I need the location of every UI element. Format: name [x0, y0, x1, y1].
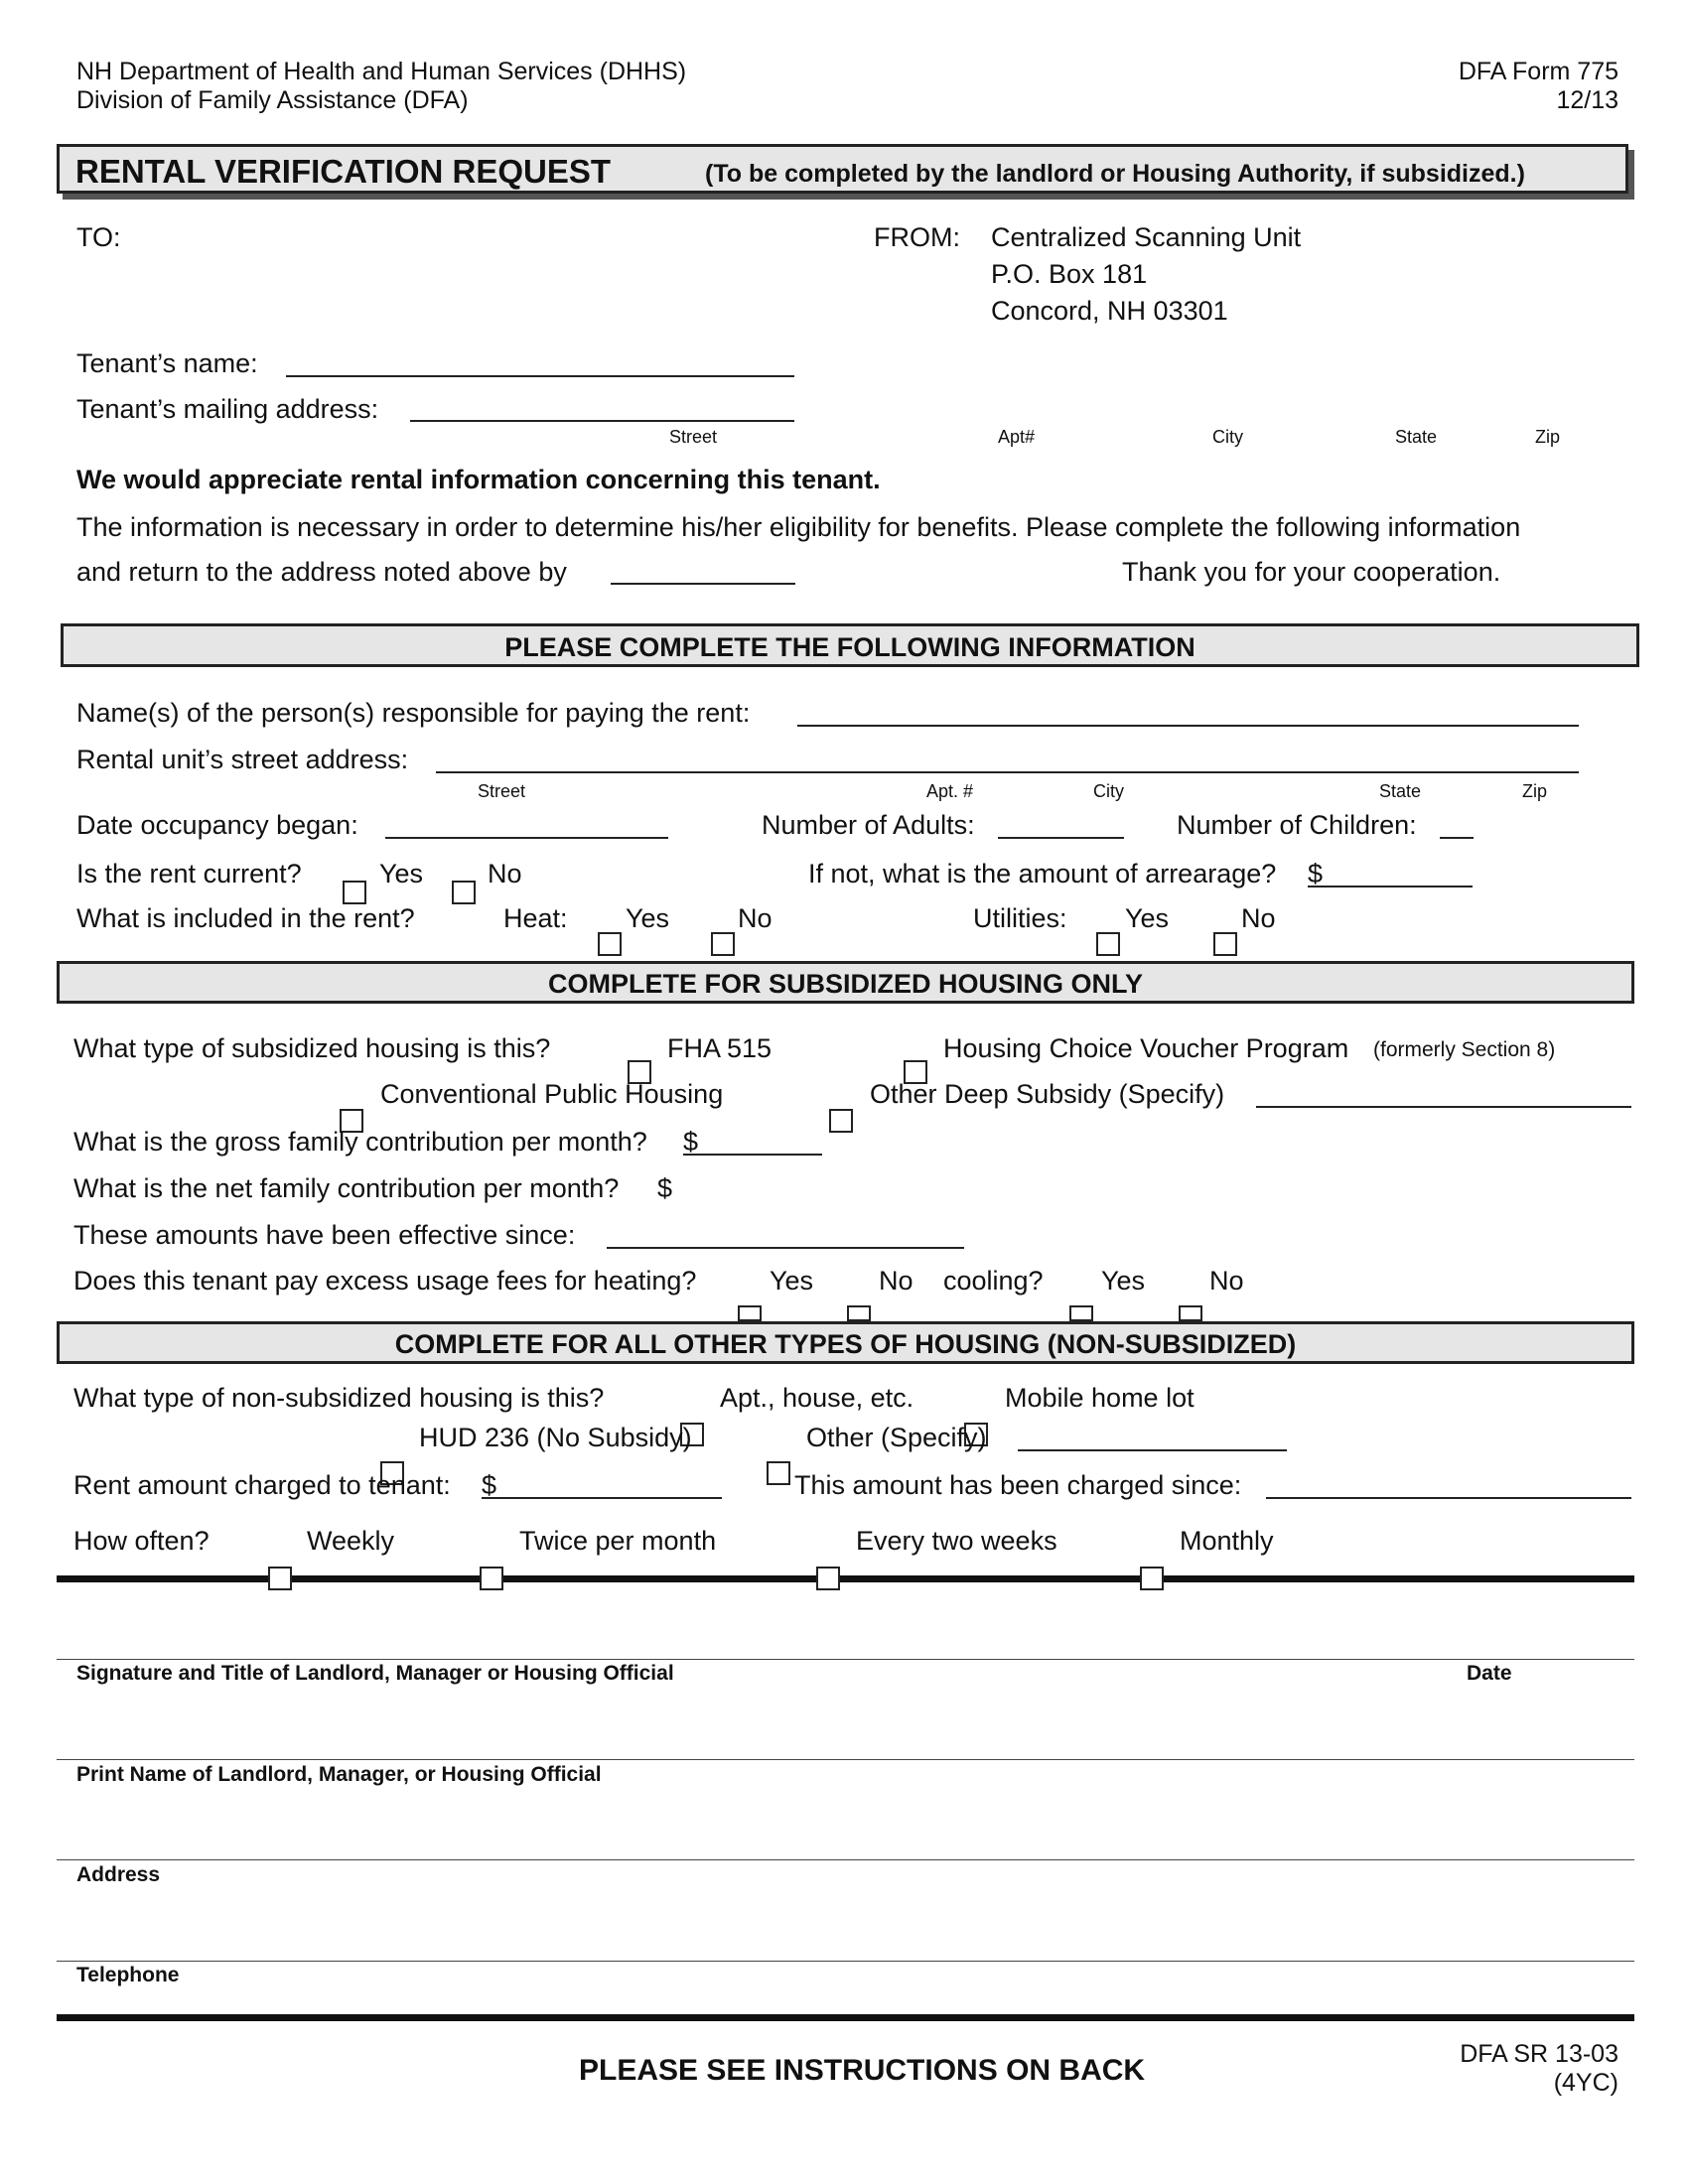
thanks-text: Thank you for your cooperation. [1122, 557, 1501, 587]
cooling-yes-label: Yes [1101, 1266, 1146, 1296]
cooling-no-label: No [1209, 1266, 1244, 1296]
children-label: Number of Children: [1177, 810, 1417, 840]
public-housing-label: Conventional Public Housing [380, 1079, 724, 1109]
gross-contribution-field[interactable] [683, 1154, 822, 1156]
rental-street-caption: Street [478, 781, 526, 801]
rental-address-field[interactable] [436, 771, 1579, 773]
twice-monthly-checkbox[interactable] [480, 1567, 503, 1590]
other-housing-checkbox[interactable] [767, 1461, 790, 1485]
print-name-line[interactable] [57, 1759, 1634, 1760]
from-line-2: P.O. Box 181 [991, 259, 1148, 289]
telephone-label: Telephone [76, 1964, 180, 1986]
rental-state-caption: State [1379, 781, 1422, 801]
title-bar [57, 144, 1628, 194]
effective-since-field[interactable] [607, 1247, 964, 1249]
tenant-name-label: Tenant’s name: [76, 348, 258, 378]
every-two-weeks-label: Every two weeks [856, 1526, 1057, 1556]
gross-contribution-label: What is the gross family contribution per month? [73, 1127, 647, 1157]
subsidized-type-label: What type of subsidized housing is this? [73, 1033, 551, 1063]
occupancy-date-label: Date occupancy began: [76, 810, 358, 840]
mailing-zip-caption: Zip [1535, 427, 1561, 447]
net-contribution-label: What is the net family contribution per month? [73, 1173, 620, 1203]
hud-236-label: HUD 236 (No Subsidy) [419, 1423, 692, 1452]
payer-field[interactable] [797, 725, 1579, 727]
address-label: Address [76, 1863, 161, 1886]
utilities-yes-label: Yes [1125, 903, 1170, 933]
other-subsidy-label: Other Deep Subsidy (Specify) [870, 1079, 1225, 1109]
section-2-heading: COMPLETE FOR SUBSIDIZED HOUSING ONLY [547, 969, 1144, 999]
included-label: What is included in the rent? [76, 903, 415, 933]
utilities-yes-checkbox[interactable] [1096, 932, 1120, 956]
rent-current-yes-label: Yes [379, 859, 424, 888]
how-often-label: How often? [73, 1526, 210, 1556]
section-3-heading: COMPLETE FOR ALL OTHER TYPES OF HOUSING (NON-SUBSIDIZED) [394, 1329, 1297, 1359]
gross-dollar: $ [683, 1127, 699, 1157]
from-line-3: Concord, NH 03301 [991, 296, 1228, 326]
title-note: (To be completed by the landlord or Housing Authority, if subsidized.) [705, 160, 1525, 188]
rent-current-no-label: No [488, 859, 522, 888]
arrearage-label: If not, what is the amount of arrearage? [808, 859, 1277, 888]
rent-current-no-checkbox[interactable] [452, 881, 476, 904]
voucher-label: Housing Choice Voucher Program [943, 1033, 1349, 1063]
heating-no-label: No [879, 1266, 914, 1296]
payer-label: Name(s) of the person(s) responsible for paying the rent: [76, 698, 751, 728]
intro-line-1: The information is necessary in order to determine his/her eligibility for benefits. Please complete the following information [76, 512, 1521, 542]
adults-field[interactable] [998, 837, 1124, 839]
from-label: FROM: [874, 222, 960, 252]
other-housing-label: Other (Specify) [806, 1423, 987, 1452]
non-subsidized-type-label: What type of non-subsidized housing is this? [73, 1383, 605, 1413]
tenant-mailing-field[interactable] [410, 420, 794, 422]
monthly-checkbox[interactable] [1140, 1567, 1164, 1590]
rental-zip-caption: Zip [1522, 781, 1548, 801]
twice-monthly-label: Twice per month [519, 1526, 717, 1556]
other-subsidy-field[interactable] [1256, 1106, 1631, 1108]
apt-house-label: Apt., house, etc. [720, 1383, 914, 1413]
signature-label: Signature and Title of Landlord, Manager or Housing Official [76, 1662, 674, 1685]
section-1-bar [61, 623, 1639, 667]
heating-yes-checkbox[interactable] [738, 1305, 762, 1321]
utilities-no-label: No [1241, 903, 1276, 933]
form-title: RENTAL VERIFICATION REQUEST [75, 153, 612, 190]
instructions-note: PLEASE SEE INSTRUCTIONS ON BACK [579, 2054, 1146, 2087]
cooling-label: cooling? [943, 1266, 1044, 1296]
other-subsidy-checkbox[interactable] [829, 1109, 853, 1133]
weekly-checkbox[interactable] [268, 1567, 292, 1590]
adults-label: Number of Adults: [762, 810, 975, 840]
section-2-bar [57, 961, 1634, 1004]
fha-515-label: FHA 515 [667, 1033, 773, 1063]
every-two-weeks-checkbox[interactable] [816, 1567, 840, 1590]
net-dollar: $ [657, 1173, 673, 1203]
weekly-label: Weekly [307, 1526, 395, 1556]
heat-no-checkbox[interactable] [711, 932, 735, 956]
mailing-state-caption: State [1395, 427, 1438, 447]
charged-since-label: This amount has been charged since: [794, 1470, 1242, 1500]
to-label: TO: [76, 222, 121, 252]
department-name: NH Department of Health and Human Services (DHHS) [76, 58, 687, 85]
utilities-label: Utilities: [973, 903, 1067, 933]
address-line[interactable] [57, 1859, 1634, 1860]
rent-amount-label: Rent amount charged to tenant: [73, 1470, 451, 1500]
occupancy-date-field[interactable] [385, 837, 668, 839]
heating-no-checkbox[interactable] [847, 1305, 871, 1321]
section-1-heading: PLEASE COMPLETE THE FOLLOWING INFORMATION [504, 632, 1196, 662]
tenant-name-field[interactable] [286, 375, 794, 377]
mailing-apt-caption: Apt# [998, 427, 1036, 447]
rent-amount-field[interactable] [482, 1497, 722, 1499]
mailing-city-caption: City [1212, 427, 1243, 447]
form-code: DFA SR 13-03 [1460, 2040, 1618, 2068]
tenant-mailing-label: Tenant’s mailing address: [76, 394, 379, 424]
rental-city-caption: City [1093, 781, 1124, 801]
heat-label: Heat: [503, 903, 568, 933]
heat-yes-label: Yes [626, 903, 670, 933]
form-code-suffix: (4YC) [1553, 2069, 1618, 2097]
heat-yes-checkbox[interactable] [598, 932, 622, 956]
rental-apt-caption: Apt. # [926, 781, 974, 801]
charged-since-field[interactable] [1266, 1497, 1631, 1499]
rental-address-label: Rental unit’s street address: [76, 745, 409, 774]
monthly-label: Monthly [1180, 1526, 1274, 1556]
mailing-street-caption: Street [669, 427, 718, 447]
rent-current-yes-checkbox[interactable] [343, 881, 366, 904]
form-number: DFA Form 775 [1458, 58, 1618, 85]
division-name: Division of Family Assistance (DFA) [76, 86, 469, 114]
rent-current-label: Is the rent current? [76, 859, 302, 888]
effective-since-label: These amounts have been effective since: [73, 1220, 576, 1250]
arrearage-field[interactable] [1308, 886, 1473, 887]
cooling-yes-checkbox[interactable] [1069, 1305, 1093, 1321]
signature-line[interactable] [57, 1659, 1634, 1660]
form-date: 12/13 [1556, 86, 1618, 114]
mobile-home-label: Mobile home lot [1005, 1383, 1195, 1413]
intro-heading: We would appreciate rental information concerning this tenant. [76, 465, 881, 494]
children-field[interactable] [1440, 837, 1474, 839]
voucher-note: (formerly Section 8) [1373, 1038, 1556, 1061]
from-line-1: Centralized Scanning Unit [991, 222, 1302, 252]
arrearage-dollar: $ [1308, 859, 1324, 888]
telephone-line[interactable] [57, 1961, 1634, 1962]
signature-date-label: Date [1467, 1662, 1512, 1685]
utilities-no-checkbox[interactable] [1213, 932, 1237, 956]
excess-fees-label: Does this tenant pay excess usage fees for heating? [73, 1266, 697, 1296]
other-housing-field[interactable] [1018, 1449, 1287, 1451]
rent-dollar: $ [482, 1470, 497, 1500]
heat-no-label: No [738, 903, 773, 933]
section-3-bottom-rule [57, 1575, 1634, 1582]
heating-yes-label: Yes [770, 1266, 814, 1296]
intro-line-2: and return to the address noted above by [76, 557, 567, 587]
return-by-date-field[interactable] [611, 583, 795, 585]
section-3-bar [57, 1321, 1634, 1364]
print-name-label: Print Name of Landlord, Manager, or Housing Official [76, 1763, 602, 1786]
cooling-no-checkbox[interactable] [1179, 1305, 1202, 1321]
footer-rule [57, 2014, 1634, 2021]
